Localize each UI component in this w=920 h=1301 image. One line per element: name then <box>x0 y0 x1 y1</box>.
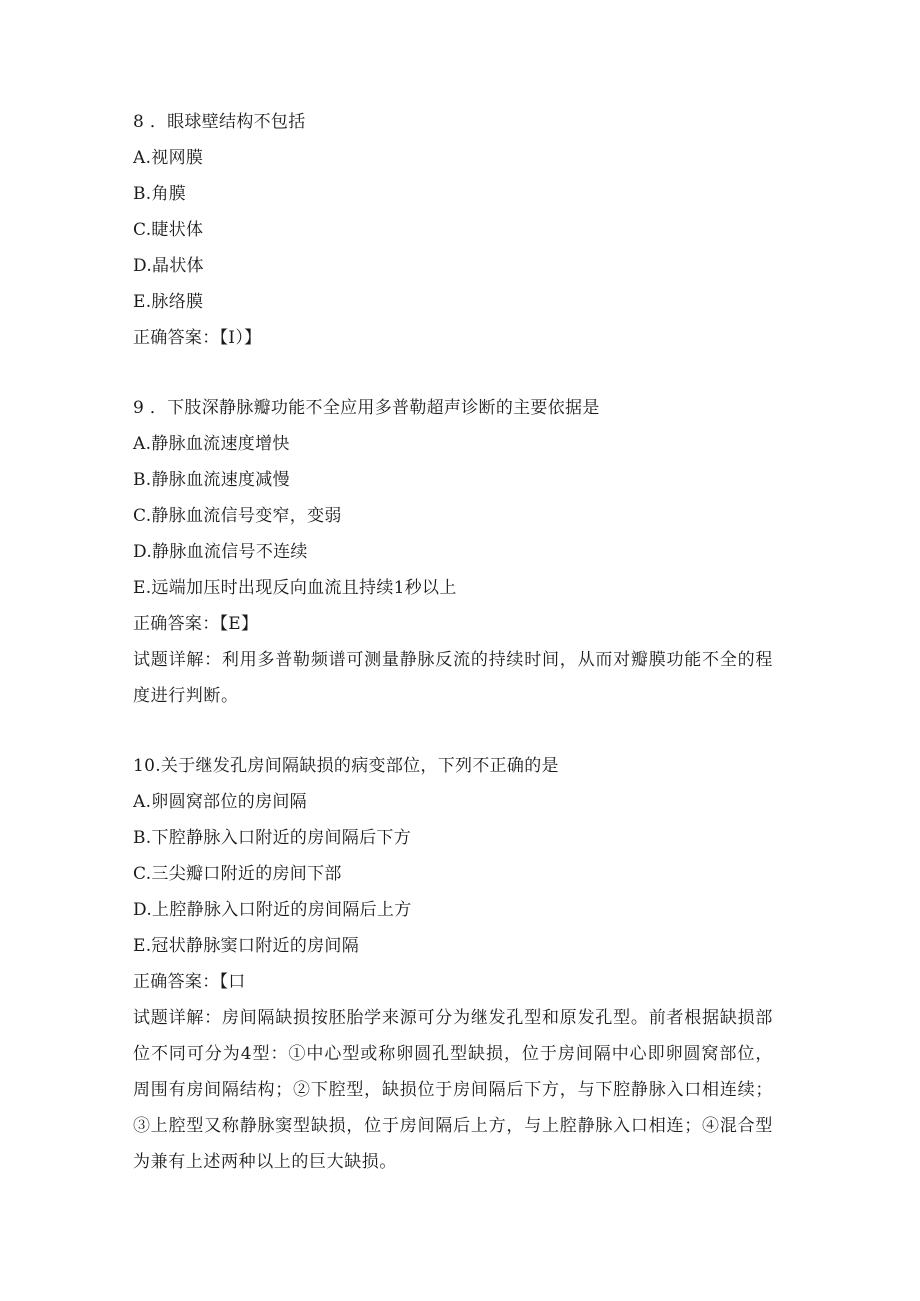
correct-answer: 正确答案：【E】 <box>133 614 259 634</box>
option-e: E.远端加压时出现反向血流且持续1秒以上 <box>133 578 457 598</box>
question-stem: 8 ．眼球壁结构不包括 <box>133 112 306 132</box>
correct-answer: 正确答案：【I）】 <box>133 328 262 348</box>
option-d: D.晶状体 <box>133 256 204 276</box>
question-stem: 10.关于继发孔房间隔缺损的病变部位，下列不正确的是 <box>133 756 559 776</box>
question-10 <box>133 748 773 1180</box>
question-stem: 9 ．下肢深静脉瓣功能不全应用多普勒超声诊断的主要依据是 <box>133 398 600 418</box>
option-a: A.视网膜 <box>133 148 204 168</box>
explanation: 试题详解：房间隔缺损按胚胎学来源可分为继发孔型和原发孔型。前者根据缺损部位不同可分为4型：①中心型或称卵圆孔型缺损，位于房间隔中心即卵圆窝部位，周围有房间隔结构；②下腔型，缺损位于房间隔后下方，与下腔静脉入口相连续；③上腔型又称静脉窦型缺损，位于房间隔后上方，与上腔静脉入口相连；④混合型为兼有上述两种以上的巨大缺损。 <box>133 1008 773 1172</box>
option-e: E.冠状静脉窦口附近的房间隔 <box>133 936 360 956</box>
option-c: C.静脉血流信号变窄，变弱 <box>133 506 342 526</box>
option-d: D.静脉血流信号不连续 <box>133 542 308 562</box>
document-page <box>133 104 773 1180</box>
option-b: B.角膜 <box>133 184 187 204</box>
question-9 <box>133 390 773 714</box>
option-d: D.上腔静脉入口附近的房间隔后上方 <box>133 900 412 920</box>
option-a: A.静脉血流速度增快 <box>133 434 290 454</box>
option-a: A.卵圆窝部位的房间隔 <box>133 792 307 812</box>
question-8 <box>133 104 773 356</box>
option-c: C.睫状体 <box>133 220 204 240</box>
option-c: C.三尖瓣口附近的房间下部 <box>133 864 342 884</box>
option-b: B.下腔静脉入口附近的房间隔后下方 <box>133 828 411 848</box>
option-e: E.脉络膜 <box>133 292 204 312</box>
option-b: B.静脉血流速度减慢 <box>133 470 290 490</box>
correct-answer: 正确答案：【口 <box>133 972 246 992</box>
explanation: 试题详解：利用多普勒频谱可测量静脉反流的持续时间，从而对瓣膜功能不全的程度进行判断。 <box>133 650 773 706</box>
